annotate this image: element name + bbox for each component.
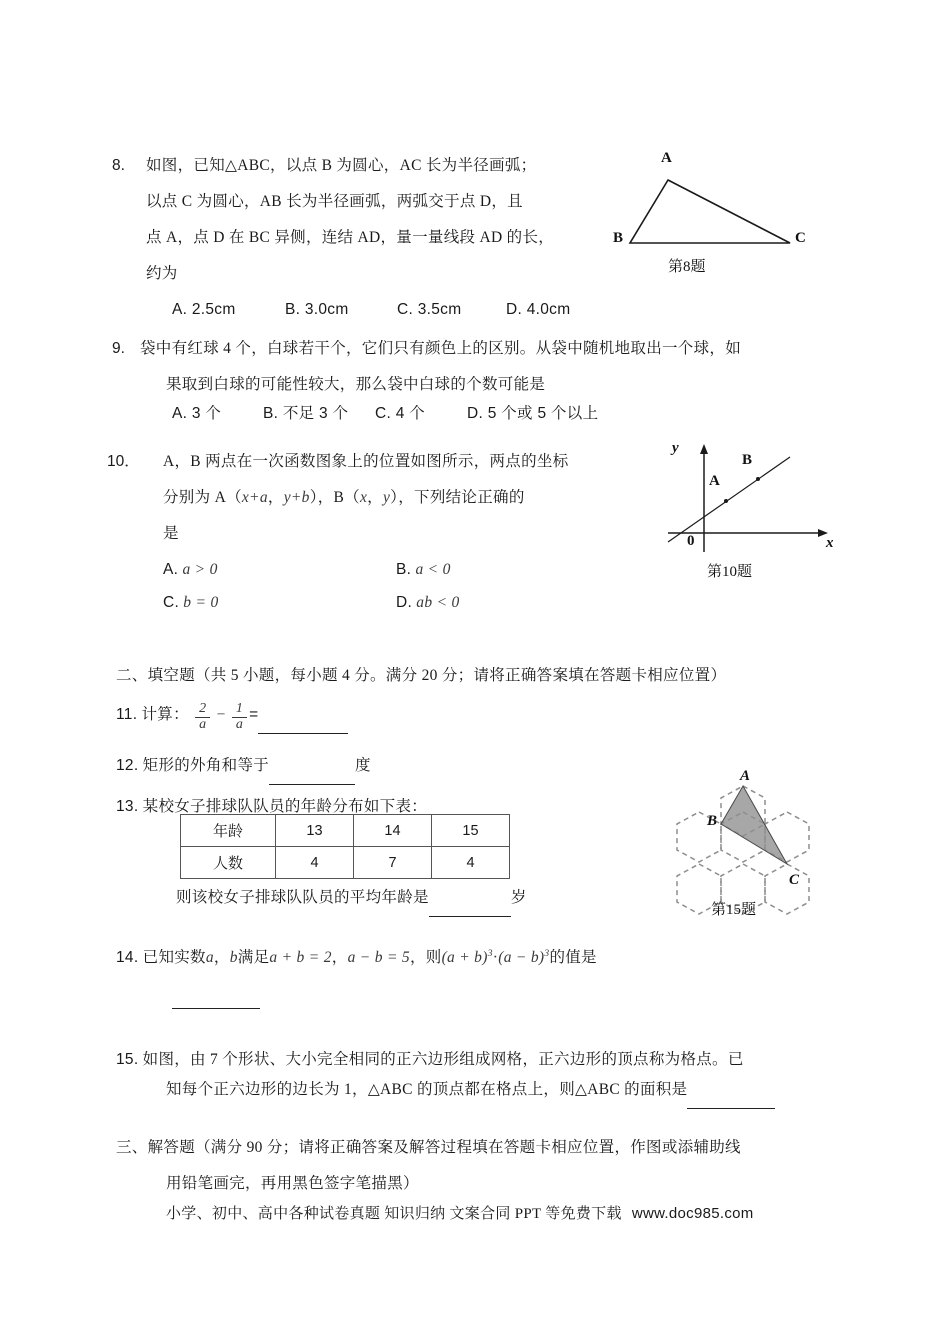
q13-followup (176, 880, 527, 917)
q11-prefix: 计算： (141, 706, 189, 723)
footer (166, 1196, 754, 1232)
q14-dot-operator: · (492, 949, 499, 967)
q10-option-b[interactable] (396, 552, 451, 588)
q14-text-b: 满足 (237, 949, 270, 967)
q11-frac2-numerator: 1 (235, 701, 244, 717)
q11-equals: = (249, 706, 259, 723)
q15-figure-caption: 第15题 (711, 902, 757, 918)
q12 (116, 748, 371, 785)
q10-number: 10． (107, 453, 140, 470)
q14-text-d: 的值是 (549, 949, 597, 967)
q15-vertex-a-label: A (740, 768, 751, 784)
q8-vertex-b-label: B (613, 230, 624, 246)
q11-minus-operator: − (216, 706, 226, 723)
q14-comma-1: ， (213, 949, 230, 967)
q11-frac2-denominator: a (232, 717, 247, 733)
q8-vertex-a-label: A (661, 150, 672, 166)
q13-count-2: 7 (354, 847, 432, 879)
q12-answer-blank[interactable] (269, 748, 355, 785)
q10-option-d-label: D. (396, 594, 413, 611)
q15-line-2: 知每个正六边形的边长为 1，△ABC 的顶点都在格点上，则△ABC 的面积是 (166, 1081, 688, 1098)
q9-line-2: 果取到白球的可能性较大，那么袋中白球的个数可能是 (166, 376, 546, 393)
q8-option-a[interactable]: A. 2.5cm (172, 301, 236, 318)
q10-option-b-expr: a < 0 (415, 561, 451, 578)
q10-option-d-expr: ab < 0 (416, 594, 460, 611)
q8-vertex-c-label: C (795, 230, 806, 246)
table-row (181, 815, 510, 847)
q11 (116, 697, 348, 734)
q10-option-a-label: A. (163, 561, 179, 578)
q10-option-c-label: C. (163, 594, 180, 611)
q13-prefix: 某校女子排球队队员的年龄分布如下表： (142, 798, 428, 815)
q10-var-y: y (382, 489, 391, 506)
q15-figure (653, 776, 833, 911)
q14-equation-1: a + b = 2 (269, 949, 332, 967)
q14-exponent-1: 3 (487, 949, 493, 959)
q10-option-b-label: B. (396, 561, 412, 578)
q13-count-3: 4 (432, 847, 510, 879)
q15-line-2-row (166, 1072, 775, 1109)
q10-line2-prefix: 分别为 A（ (163, 489, 242, 506)
q10-option-d[interactable] (396, 585, 460, 621)
q13-number: 13. (116, 798, 139, 815)
footer-text: 小学、初中、高中各种试卷真题 知识归纳 文案合同 PPT 等免费下载 (166, 1206, 622, 1222)
q10-option-a[interactable] (163, 552, 218, 588)
q8-option-b[interactable]: B. 3.0cm (285, 301, 349, 318)
q8-option-d[interactable]: D. 4.0cm (506, 301, 571, 318)
q10-figure-caption: 第10题 (707, 564, 753, 580)
q13-after-prefix: 则该校女子排球队队员的平均年龄是 (176, 889, 429, 906)
q14-equation-2: a − b = 5 (347, 949, 410, 967)
q10-option-c[interactable] (163, 585, 219, 621)
q9-option-b[interactable]: B. 不足 3 个 (263, 405, 349, 422)
q14-exponent-2: 3 (544, 949, 550, 959)
q10-var-x: x (359, 489, 368, 506)
q13-answer-blank[interactable] (429, 880, 511, 917)
q14-text-a: 已知实数 (142, 949, 206, 967)
q10-line-2 (163, 480, 525, 516)
q11-number: 11. (116, 706, 138, 723)
q8-number: 8. (112, 157, 125, 174)
q15-line-1: 如图，由 7 个形状、大小完全相同的正六边形组成网格，正六边形的顶点称为格点。已 (142, 1051, 744, 1068)
q13-row-header-age: 年龄 (181, 815, 276, 847)
q14-answer-blank[interactable] (172, 992, 260, 1009)
q13-age-1: 13 (276, 815, 354, 847)
q14-text-c: ，则 (409, 949, 442, 967)
q10-line2-suffix: ），下列结论正确的 (390, 489, 525, 506)
q10-option-a-expr: a > 0 (182, 561, 218, 578)
q8-figure (605, 150, 820, 265)
q15-number: 15. (116, 1051, 139, 1068)
q10-line2-comma2: ， (367, 489, 383, 506)
q10-point-a-label: A (709, 473, 720, 489)
q13-after-suffix: 岁 (510, 889, 527, 906)
q11-answer-blank[interactable] (258, 697, 348, 734)
q10-var-xa: x+a (241, 489, 268, 506)
q11-frac1-numerator: 2 (199, 701, 207, 717)
q8-line-4: 约为 (146, 265, 178, 282)
q14-var-b: b (229, 949, 238, 967)
q9-option-c[interactable]: C. 4 个 (375, 405, 426, 422)
q8-line-3: 点 A，点 D 在 BC 异侧，连结 AD，量一量线段 AD 的长， (146, 229, 555, 246)
q10-line-3: 是 (163, 525, 179, 542)
q8-figure-caption: 第8题 (668, 259, 706, 275)
q13-age-3: 15 (432, 815, 510, 847)
q9-option-d[interactable]: D. 5 个或 5 个以上 (467, 405, 599, 422)
section-3-heading-line-2: 用铅笔画完，再用黑色签字笔描黑） (166, 1175, 419, 1192)
q12-number: 12. (116, 757, 139, 774)
q13-row-header-count: 人数 (181, 847, 276, 879)
q10-origin-label: 0 (687, 533, 695, 549)
q12-suffix: 度 (355, 757, 371, 774)
footer-url[interactable]: www.doc985.com (631, 1205, 754, 1222)
q14-answer-blank-row (172, 992, 260, 1010)
q10-point-b-label: B (742, 452, 753, 468)
q13-age-2: 14 (354, 815, 432, 847)
q14-var-a: a (205, 949, 214, 967)
q10-line2-mid2: ），B（ (309, 489, 360, 506)
q15-answer-blank[interactable] (687, 1072, 775, 1109)
section-2-heading: 二、填空题（共 5 小题，每小题 4 分。满分 20 分；请将正确答案填在答题卡相应位置） (116, 667, 727, 684)
q14-comma-2: ， (331, 949, 348, 967)
q10-axis-y-label: y (672, 440, 679, 456)
q10-option-c-expr: b = 0 (183, 594, 219, 611)
q12-prefix: 矩形的外角和等于 (142, 757, 270, 774)
section-3-heading-line-1: 三、解答题（满分 90 分；请将正确答案及解答过程填在答题卡相应位置，作图或添辅助线 (116, 1139, 741, 1156)
q10-var-yb: y+b (283, 489, 310, 506)
q15-vertex-b-label: B (707, 813, 718, 829)
q13-data-table (180, 814, 510, 879)
q11-frac1-denominator: a (195, 717, 210, 733)
q14-expr-right: (a − b) (498, 949, 545, 967)
q9-option-a[interactable]: A. 3 个 (172, 405, 222, 422)
q11-fraction-2 (232, 702, 247, 732)
q14-number: 14. (116, 949, 139, 967)
q9-line-1: 袋中有红球 4 个，白球若干个，它们只有颜色上的区别。从袋中随机地取出一个球，如 (140, 340, 742, 357)
q14-expr-left: (a + b) (441, 949, 488, 967)
q8-option-c[interactable]: C. 3.5cm (397, 301, 462, 318)
q9-number: 9. (112, 340, 125, 357)
q11-fraction-1 (195, 702, 210, 732)
q14 (116, 936, 597, 976)
q10-line-1: A，B 两点在一次函数图象上的位置如图所示，两点的坐标 (163, 453, 569, 470)
q8-line-1: 如图，已知△ABC，以点 B 为圆心，AC 长为半径画弧； (146, 157, 537, 174)
q15-vertex-c-label: C (789, 872, 800, 888)
q13-count-1: 4 (276, 847, 354, 879)
q10-axis-x-label: x (826, 535, 834, 551)
table-row (181, 847, 510, 879)
q8-line-2: 以点 C 为圆心，AB 长为半径画弧，两弧交于点 D，且 (146, 193, 523, 210)
q10-line2-comma: ， (267, 489, 284, 506)
